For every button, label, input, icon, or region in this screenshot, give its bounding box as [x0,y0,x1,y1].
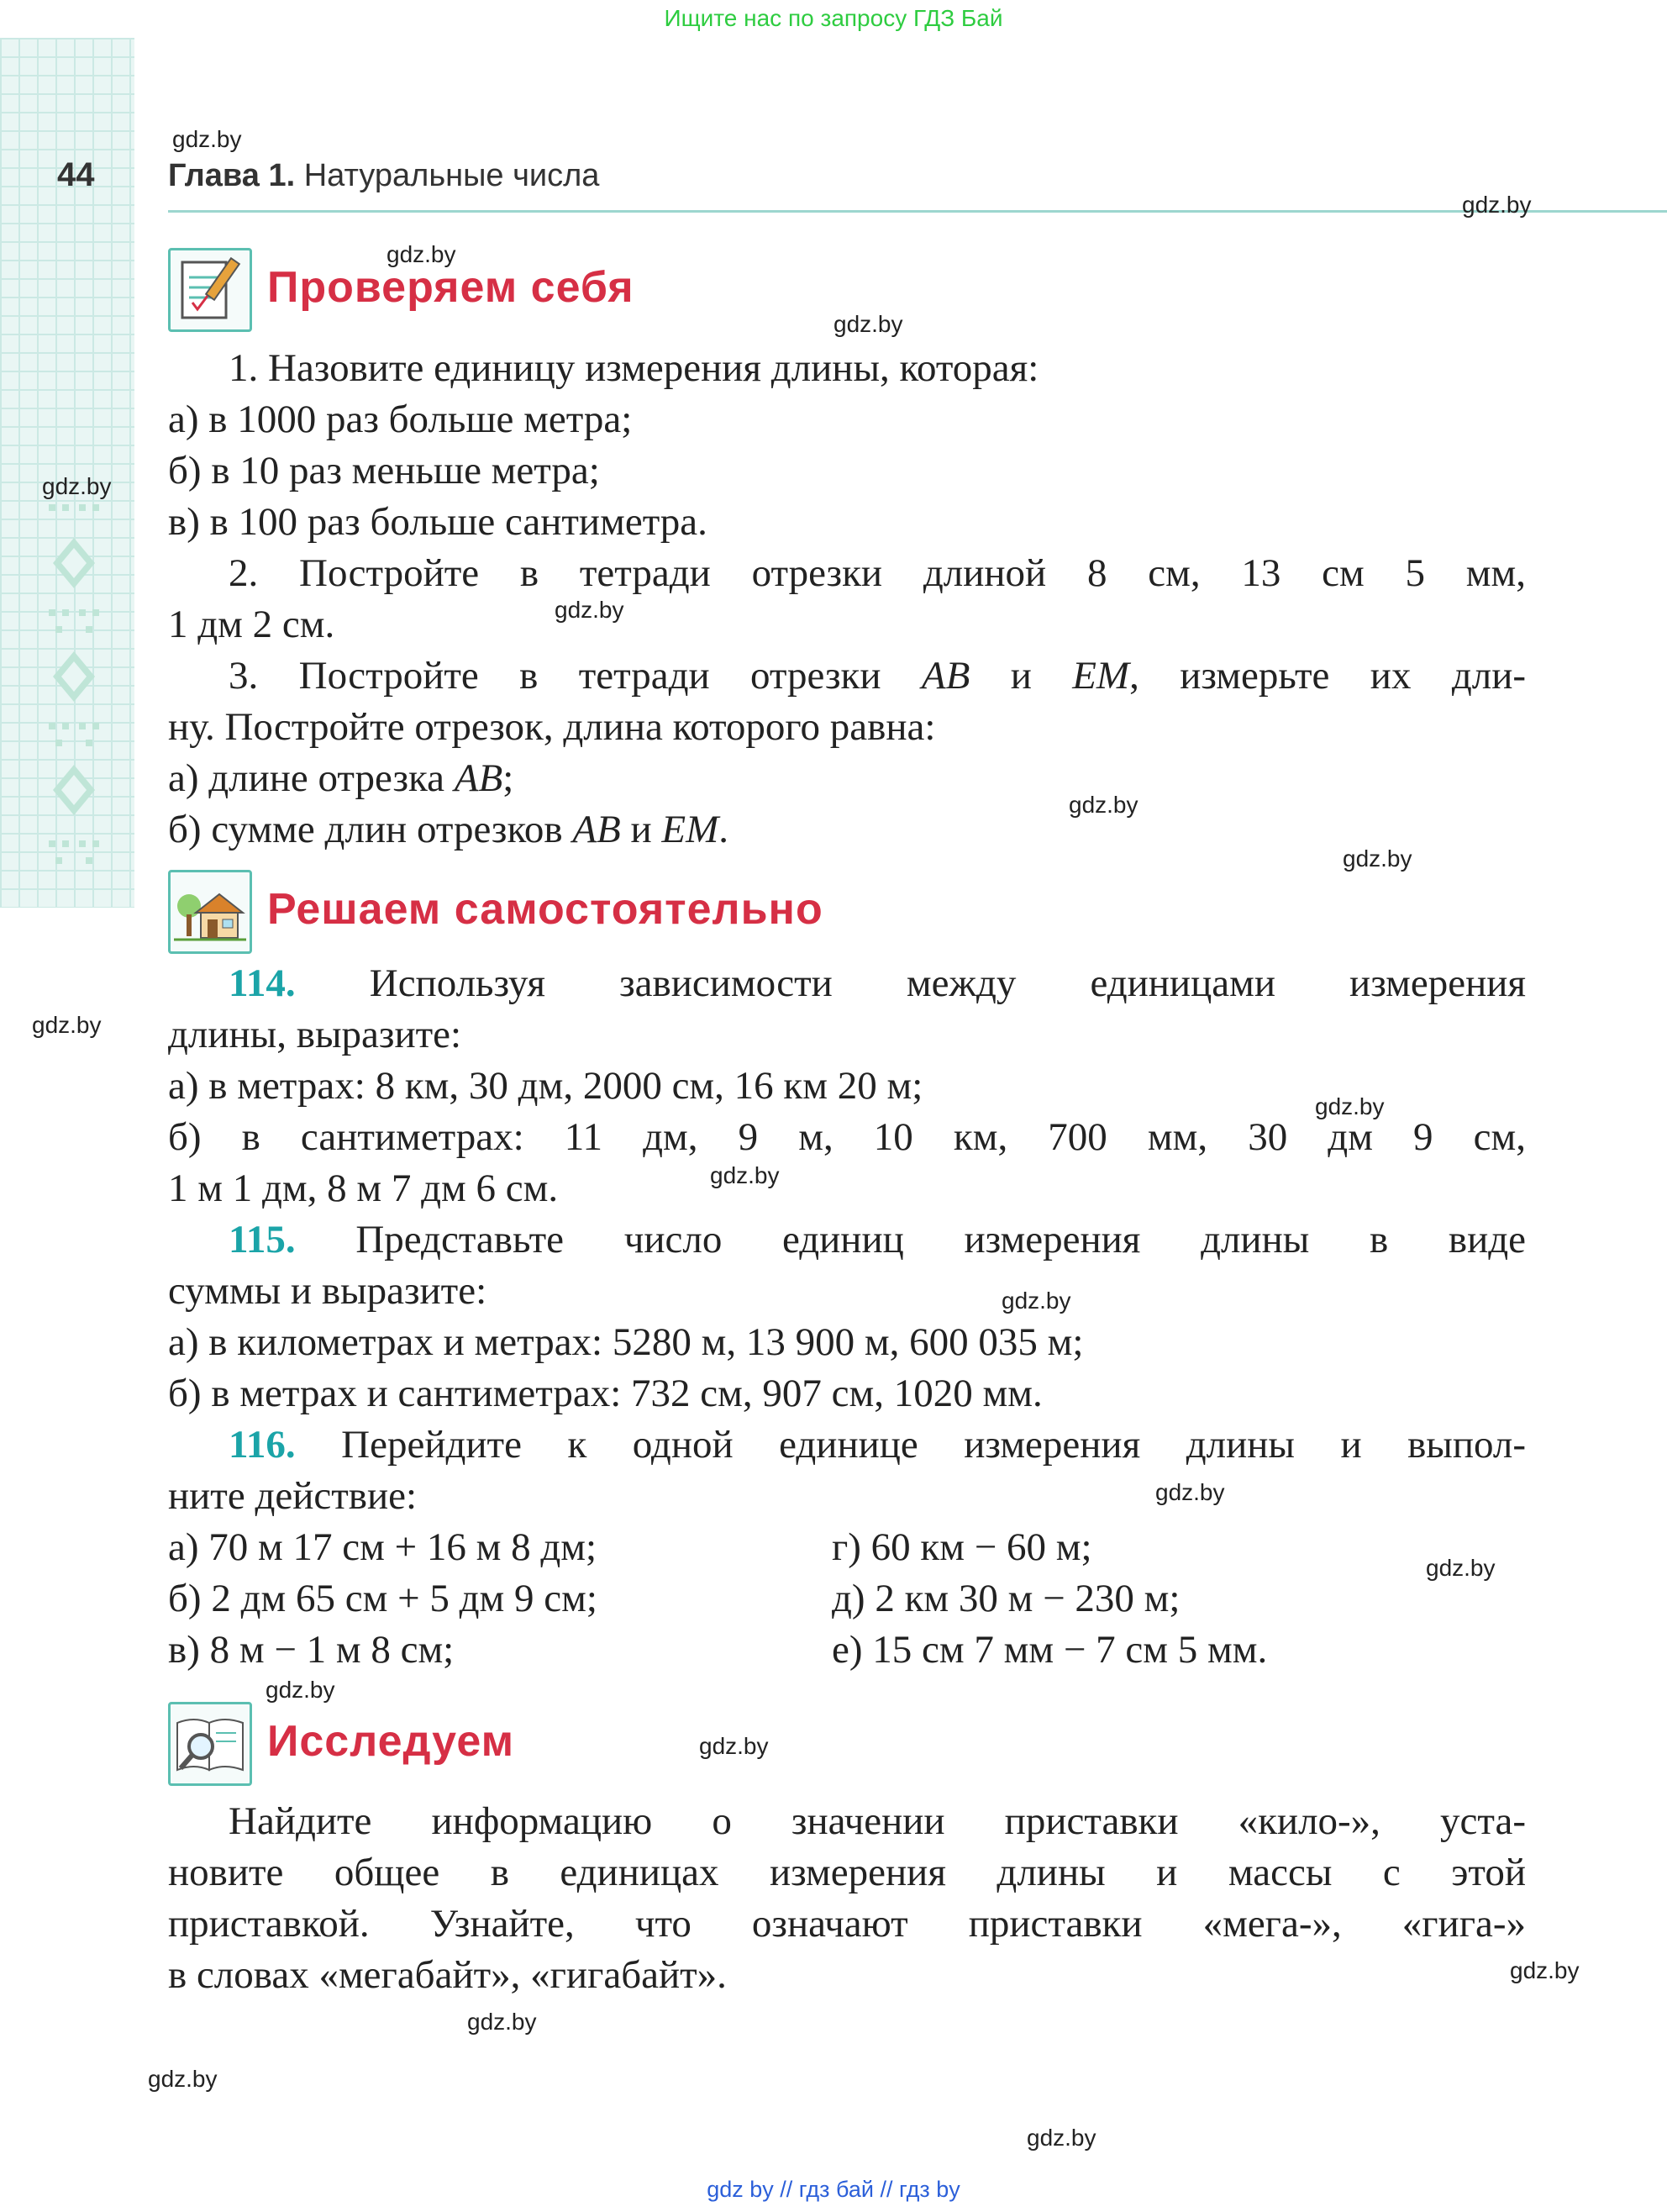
task-114-number: 114. [229,961,296,1005]
task-116-line-2: ните действие: [168,1474,418,1518]
watermark: gdz.by [148,2066,218,2092]
check-line-10a: б) сумме длин отрезков [168,808,563,851]
check-line-7c: , измерьте их дли- [1129,654,1526,698]
watermark: gdz.by [1069,792,1139,818]
explore-line-3: приставкой. Узнайте, что означают приставки «мега-», «гига-» [168,1902,1526,1946]
task-116-b: б) 2 дм 65 см + 5 дм 9 см; [168,1577,597,1620]
chapter-heading [168,158,599,194]
watermark: gdz.by [699,1733,769,1759]
check-line-8: ну. Постройте отрезок, длина которого равна: [168,705,936,749]
watermark: gdz.by [834,311,903,337]
segment-ab-3: AB [572,808,621,851]
task-114-line-5: 1 м 1 дм, 8 м 7 дм 6 см. [168,1167,559,1210]
segment-ab-2: AB [454,756,503,800]
task-116-a: а) 70 м 17 см + 16 м 8 дм; [168,1525,597,1569]
task-116-f: е) 15 см 7 мм − 7 см 5 мм. [832,1628,1268,1672]
check-line-10: б) сумме длин отрезков AB и EM. [168,808,729,851]
check-line-9a: а) длине отрезка [168,756,445,800]
check-line-5: 2. Постройте в тетради отрезки длиной 8 см, 13 см 5 мм, [229,551,1526,595]
house-icon [168,870,252,954]
watermark: gdz.by [555,597,624,623]
page-number: 44 [57,156,95,193]
task-114-line-3: а) в метрах: 8 км, 30 дм, 2000 см, 16 км 20 м; [168,1064,923,1108]
check-line-2: а) в 1000 раз больше метра; [168,398,633,441]
explore-line-4: в словах «мегабайт», «гигабайт». [168,1953,727,1997]
watermark: gdz.by [1510,1957,1580,1983]
notepad-pencil-icon [168,248,252,332]
task-116-text-1: Перейдите к одной единице измерения длины и выпол- [341,1423,1526,1467]
task-115-line-4: б) в метрах и сантиметрах: 732 см, 907 см, 1020 мм. [168,1372,1043,1415]
task-115-line-2: суммы и выразите: [168,1269,487,1313]
search-banner[interactable]: Ищите нас по запросу ГДЗ Бай [664,5,1003,31]
explore-line-1: Найдите информацию о значении приставки «кило-», уста- [229,1799,1526,1843]
check-line-9: а) длине отрезка AB; [168,756,514,800]
task-116-line-1 [229,1419,1526,1470]
segment-em: EM [1072,654,1130,698]
check-line-1: 1. Назовите единицу измерения длины, которая: [229,346,1039,390]
task-114-text-1: Используя зависимости между единицами измерения [369,961,1526,1005]
task-114-line-2: длины, выразите: [168,1013,462,1056]
check-line-6: 1 дм 2 см. [168,603,335,646]
task-114-line-4: б) в сантиметрах: 11 дм, 9 м, 10 км, 700 мм, 30 дм 9 см, [168,1115,1526,1159]
segment-em-2: EM [661,808,719,851]
section-title-solve: Решаем самостоятельно [267,885,823,934]
watermark: gdz.by [1155,1479,1225,1505]
task-116-e: д) 2 км 30 м − 230 м; [832,1577,1181,1620]
watermark: gdz.by [42,473,112,499]
task-116-c: в) 8 м − 1 м 8 см; [168,1628,455,1672]
watermark: gdz.by [710,1162,780,1188]
section-title-check: Проверяем себя [267,263,634,312]
section-title-explore: Исследуем [267,1717,515,1766]
task-116-number: 116. [229,1423,296,1467]
watermark: gdz.by [467,2009,537,2035]
task-115-text-1: Представьте число единиц измерения длины в виде [355,1218,1526,1261]
header-rule [168,210,1667,213]
watermark: gdz.by [32,1012,102,1038]
watermark: gdz.by [1002,1288,1071,1314]
check-line-7a: 3. Постройте в тетради отрезки [229,654,881,698]
watermark: gdz.by [1462,192,1532,218]
watermark: gdz.by [1343,845,1412,872]
task-115-line-3: а) в километрах и метрах: 5280 м, 13 900 м, 600 035 м; [168,1320,1084,1364]
watermark: gdz.by [172,126,242,152]
watermark: gdz.by [1027,2125,1096,2151]
check-line-7 [229,650,1526,701]
chapter-title: Натуральные числа [303,158,600,193]
footer-links[interactable]: gdz by // гдз бай // гдз by [707,2177,960,2202]
task-116-d: г) 60 км − 60 м; [832,1525,1092,1569]
watermark: gdz.by [387,241,456,267]
check-line-4: в) в 100 раз больше сантиметра. [168,500,707,544]
ornament-pattern [49,504,99,891]
task-115-number: 115. [229,1218,296,1261]
book-magnifier-icon [168,1702,252,1786]
watermark: gdz.by [266,1677,335,1703]
task-115-line-1 [229,1214,1526,1265]
chapter-label: Глава 1. [168,158,296,193]
watermark: gdz.by [1315,1093,1385,1119]
segment-ab: AB [921,654,970,698]
watermark: gdz.by [1426,1555,1496,1581]
task-114-line-1 [229,958,1526,1009]
check-line-3: б) в 10 раз меньше метра; [168,449,600,492]
check-line-7b: и [1010,654,1032,698]
explore-line-2: новите общее в единицах измерения длины и массы с этой [168,1851,1526,1894]
